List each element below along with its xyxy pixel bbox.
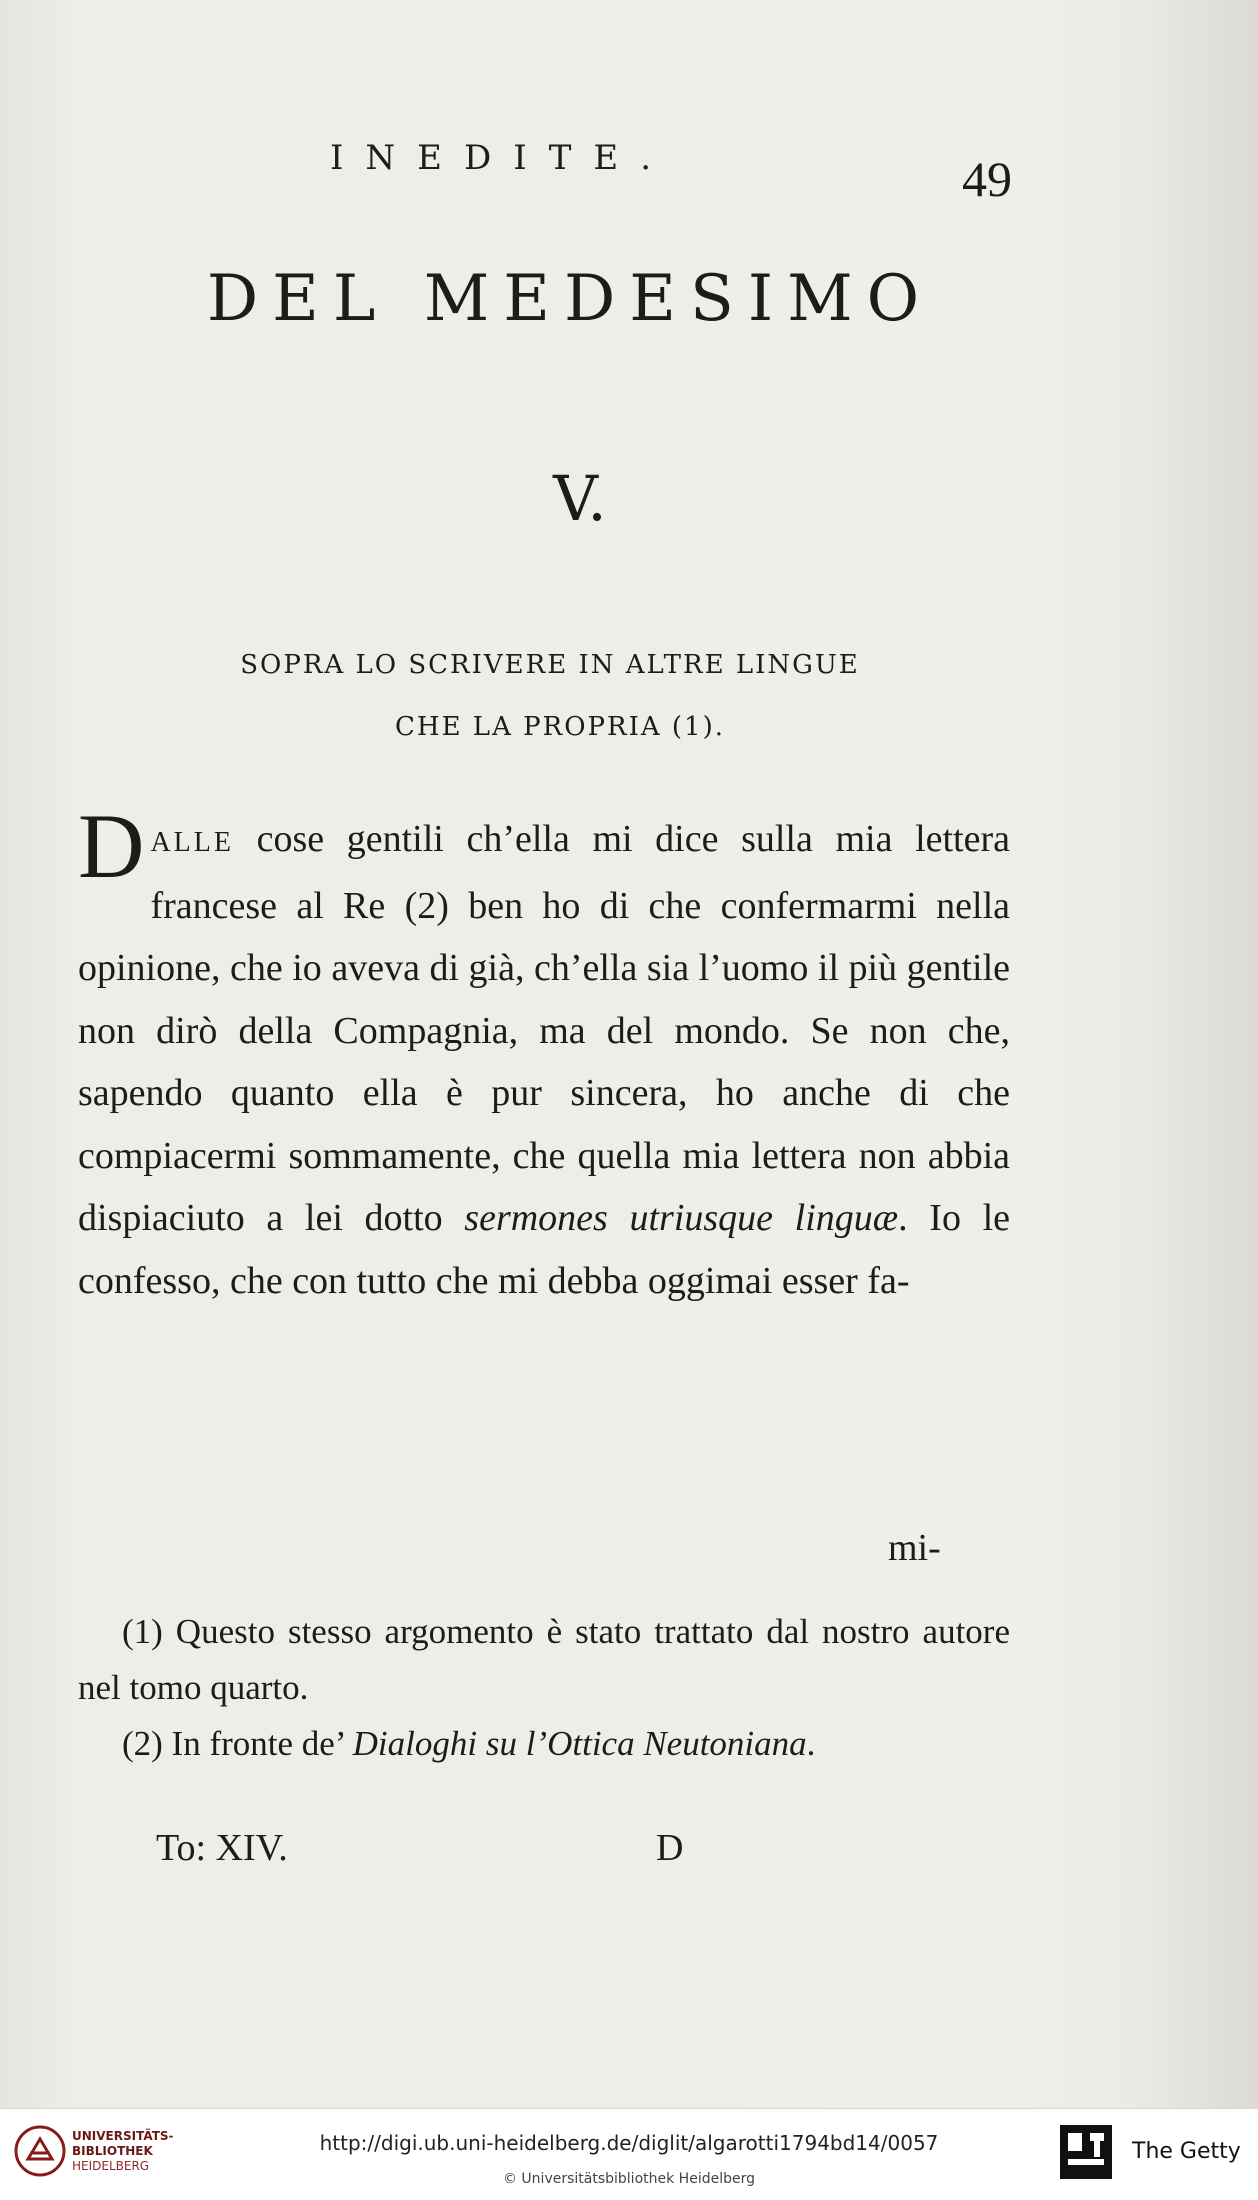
lead-smallcaps: ALLE [150, 827, 234, 858]
volume-signature: To: XIV. [156, 1827, 288, 1869]
letter-body [78, 795, 1011, 1312]
getty-logo-icon [1058, 2123, 1114, 2181]
university-name-line-1: UNIVERSITÄTS- [72, 2129, 174, 2143]
footnote-2 [78, 1716, 1010, 1772]
body-text-1: cose gentili ch’ella mi dice sulla mia lettera francese al Re (2) ben ho di che confermarmi nella opinione, che io aveva di già, ch’ella sia l’uomo il più gentile non dirò della Compagnia, ma del mondo. Se non che, sapendo quanto ella è pur sincera, ho anche di che compiacermi sommamente, che quella mia lettera non abbia dispiaciuto a lei dotto [78, 818, 1010, 1239]
section-title: DEL MEDESIMO [206, 262, 934, 336]
drop-cap: D [78, 795, 145, 897]
latin-phrase: sermones utriusque linguæ [464, 1197, 899, 1239]
footnote-1: (1) Questo stesso argomento è stato trattato dal nostro autore nel tomo quarto. [78, 1612, 1010, 1707]
footnote-2-prefix: (2) In fronte de’ [122, 1724, 353, 1763]
university-name-line-2: BIBLIOTHEK [72, 2144, 153, 2158]
footnotes [78, 1604, 1010, 1772]
partner-name: The Getty [1132, 2139, 1241, 2164]
subtitle-line-2: CHE LA PROPRIA (1). [395, 712, 725, 742]
page-number: 49 [962, 151, 1012, 207]
gathering-signature: D [656, 1827, 684, 1869]
subtitle-line-1: SOPRA LO SCRIVERE IN ALTRE LINGUE [240, 650, 860, 680]
footnote-2-suffix: . [806, 1724, 816, 1763]
footnote-2-title: Dialoghi su l’Ottica Neutoniana [352, 1724, 807, 1763]
catchword: mi- [888, 1527, 941, 1569]
university-name-line-3: HEIDELBERG [72, 2159, 150, 2173]
viewer-footer [0, 2108, 1258, 2200]
letter-numeral: V. [553, 462, 607, 535]
body-text-2: . Io le confesso, che con tutto che mi debba oggimai esser fa- [78, 1197, 1011, 1302]
permalink[interactable]: http://digi.ub.uni-heidelberg.de/diglit/algarotti1794bd14/0057 [319, 2131, 939, 2155]
running-head: INEDITE. [330, 138, 673, 178]
copyright-notice: © Universitätsbibliothek Heidelberg [502, 2171, 755, 2187]
